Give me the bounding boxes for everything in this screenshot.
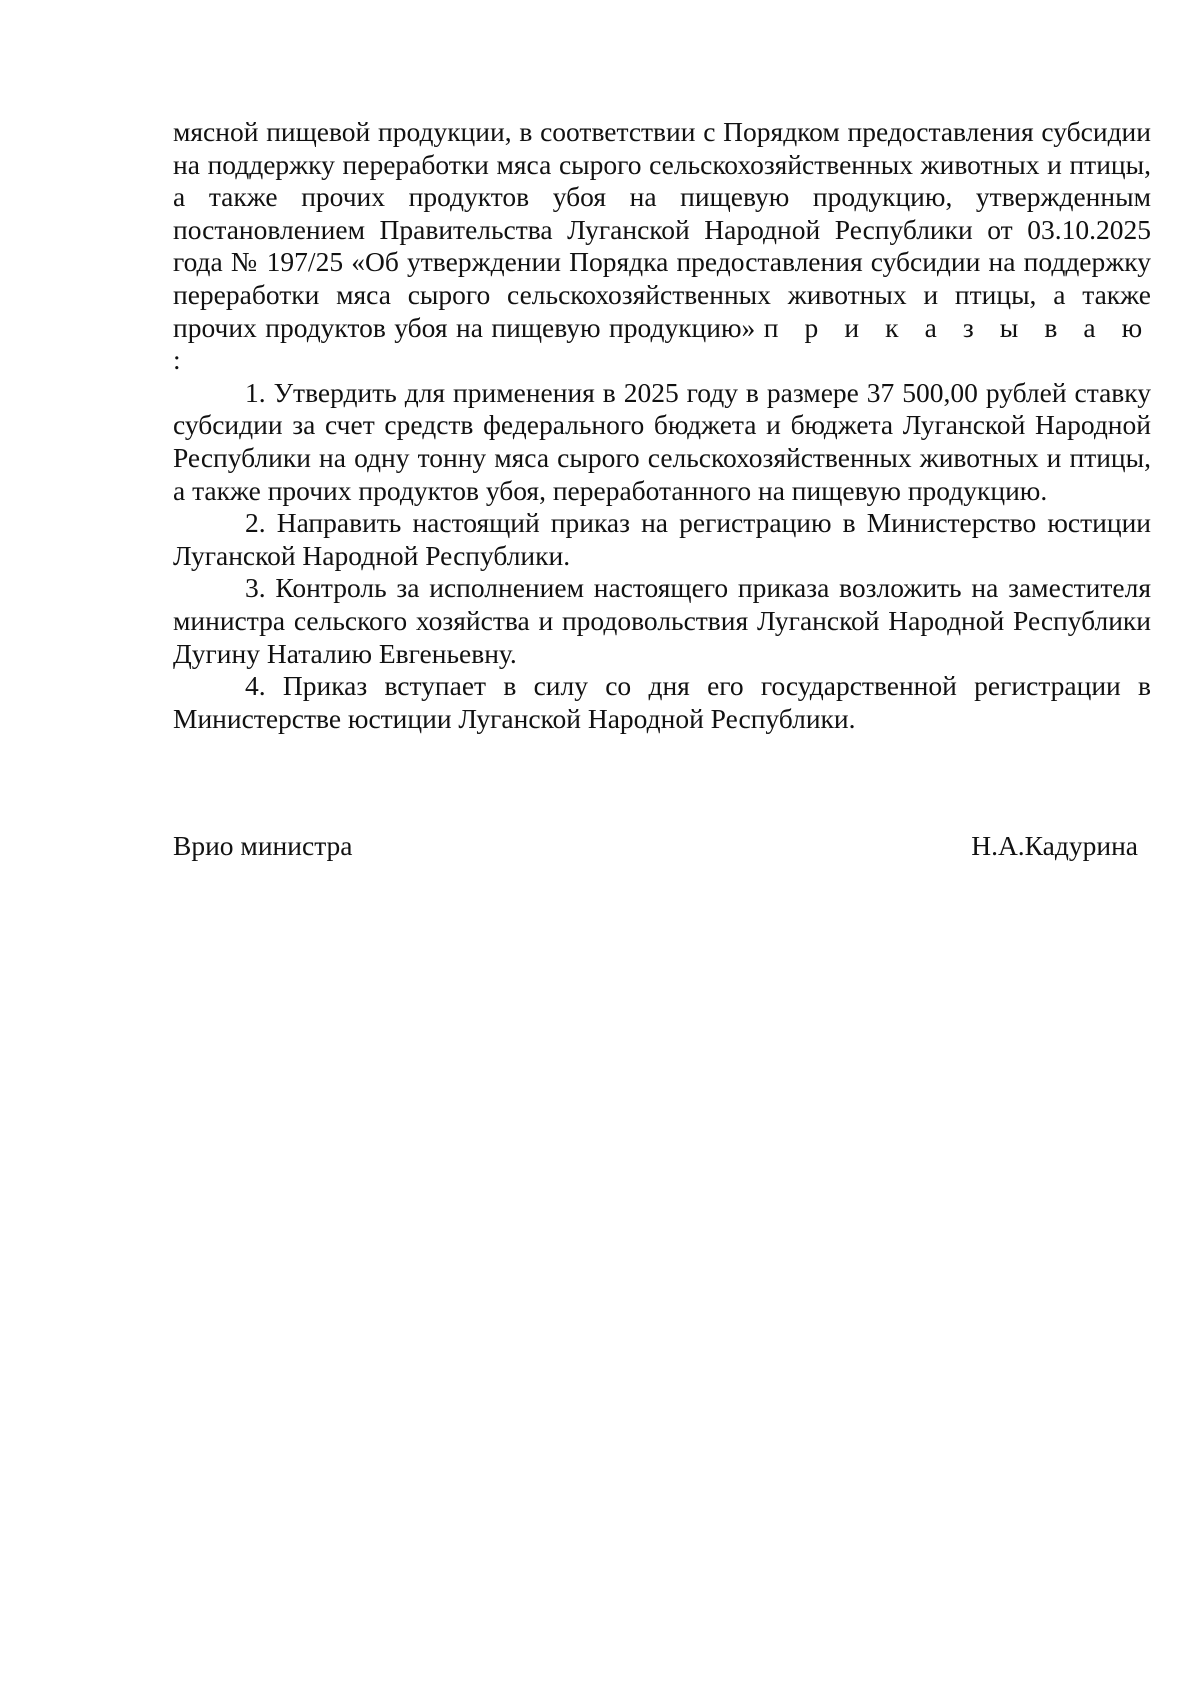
order-item-1: 1. Утвердить для применения в 2025 году в размере 37 500,00 рублей ставку субсидии за счет средств федерального бюджета и бюджета Луганской Народной Республики на одну тонну мяса сырого сельскохозяйственных животных и птицы, а также прочих продуктов убоя, переработанного на пищевую продукцию. xyxy=(173,376,1151,506)
signatory-position: Врио министра xyxy=(173,830,353,861)
order-word: п р и к а з ы в а ю : xyxy=(173,311,1151,376)
order-item-4: 4. Приказ вступает в силу со дня его государственной регистрации в Министерстве юстиции Луганской Народной Республики. xyxy=(173,670,1151,734)
signature-block xyxy=(173,830,1138,863)
order-item-2: 2. Направить настоящий приказ на регистрацию в Министерство юстиции Луганской Народной Республики. xyxy=(173,507,1151,571)
order-item-3: 3. Контроль за исполнением настоящего приказа возложить на заместителя министра сельского хозяйства и продовольствия Луганской Народной Республики Дугину Наталию Евгеньевну. xyxy=(173,572,1151,669)
preamble-text: мясной пищевой продукции, в соответствии с Порядком предоставления субсидии на поддержку переработки мяса сырого сельскохозяйственных животных и птицы, а также прочих продуктов убоя на пищевую продукцию, утвержденным постановлением Правительства Луганской Народной Республики от 03.10.2025 года № 197/25 «Об утверждении Порядка предоставления субсидии на поддержку переработки мяса сырого сельскохозяйственных животных и птицы, а также прочих продуктов убоя на пищевую продукцию» xyxy=(173,116,1151,343)
document-body xyxy=(173,116,1151,735)
preamble-paragraph xyxy=(173,116,1151,377)
signatory-name: Н.А.Кадурина xyxy=(971,830,1138,861)
